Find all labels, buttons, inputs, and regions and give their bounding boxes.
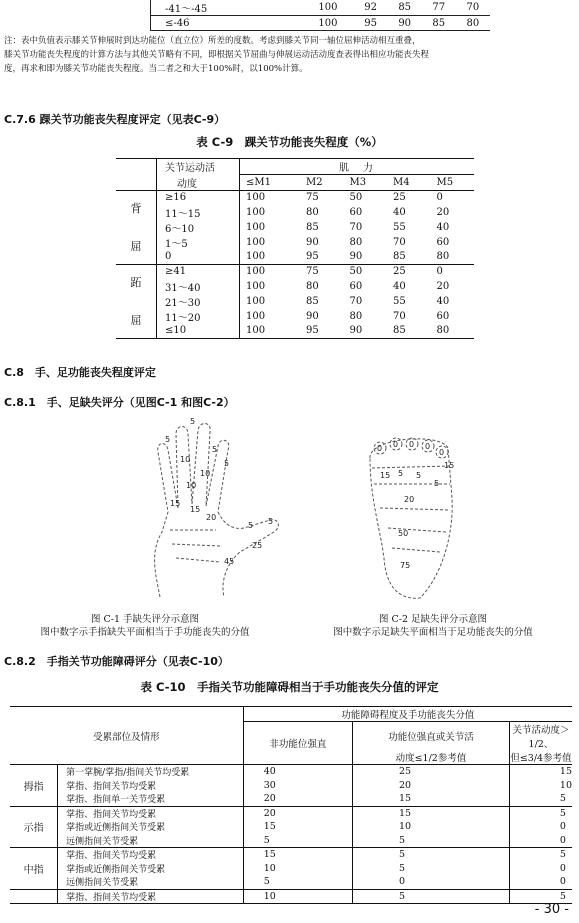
foot-diagram [360,428,470,603]
c9-cell: 100 [246,266,266,277]
c9-cell: 40 [436,221,450,233]
c9-degree: 6～10 [157,220,240,235]
cell-value: 90 [388,16,422,31]
c10-cell: 5 [559,849,566,861]
c10-cell: 25 [353,765,510,779]
table-c9 [116,158,474,339]
c10-cell: 15 [353,792,510,806]
c9-cell: 70 [393,236,406,248]
cell-value: 85 [422,16,456,31]
c9-cell: 80 [349,236,363,248]
hand-score-label: 5 [248,521,254,530]
c9-cell: 25 [393,192,406,203]
c9-cell: 100 [246,221,266,233]
c9-cell: 100 [246,192,266,203]
c10-finger: 示指 [10,806,58,848]
row-range: -41～-45 [151,0,303,16]
foot-score-label: 75 [400,561,411,570]
c10-cell: 15 [243,848,352,862]
c9-header-group: 肌 力 [240,159,475,175]
c10-condition: 掌指或近侧指间关节受累 [58,862,244,876]
hand-score-label: 10 [186,481,197,490]
hand-score-label: 45 [224,557,235,566]
c10-cell: 5 [243,875,352,889]
c9-header-top-left: 关节运动活 [157,159,240,175]
c9-cell: 25 [393,266,406,277]
c10-cell: 20 [243,806,352,820]
section-heading-c76: C.7.6 踝关节功能丧失程度评定（见表C-9） [4,113,226,126]
cell-value: 85 [388,0,422,16]
c9-cell: 85 [387,250,430,265]
cell-value: 77 [422,0,456,16]
c9-cell: 60 [436,236,450,248]
foot-score-label: 0 [393,440,399,449]
c9-cell: 70 [349,295,363,307]
table-row [10,820,572,834]
foot-score-label: 20 [404,495,415,504]
table-row [116,220,474,235]
c10-finger: 中指 [10,848,58,890]
c9-side-char: 屈 [130,314,142,327]
figure-c1-caption [20,613,270,639]
c10-cell: 5 [353,848,510,862]
c10-cell: 0 [559,821,566,833]
foot-score-label: 50 [398,529,409,538]
c9-cell: 20 [436,280,450,292]
c10-finger [10,889,58,904]
c10-condition: 掌指、指间关节均受累 [58,848,244,862]
cell-value: 95 [354,16,388,31]
c9-cell: 75 [306,266,319,277]
c9-degree: ≥16 [157,190,240,205]
hand-diagram [120,412,290,602]
c9-side-label [116,190,157,264]
c9-cell: 80 [349,310,363,322]
note-line-2: 膝关节功能丧失程度的计算方法与其他关节略有不同，即根据关节屈曲与伸展运动活动度查表得出相应功能丧失程 [4,50,430,60]
table-row [10,848,572,862]
table-row [116,205,474,220]
c9-degree: 21～30 [157,294,240,309]
table-row [10,765,572,779]
figure-c2-caption [288,613,578,639]
hand-score-label: 25 [252,541,263,550]
c10-condition: 远侧指间关节受累 [58,834,244,848]
foot-score-label: 0 [425,442,431,451]
c10-cell: 0 [559,862,566,874]
c9-cell: 40 [393,280,406,292]
c9-cell: 90 [306,236,319,248]
c10-cell: 20 [353,779,510,793]
c10-cell: 5 [559,807,566,819]
c10-cell: 10 [559,779,572,791]
c10-col-2-line-1: 功能位强直或关节活 [353,722,510,751]
c9-cell: 85 [387,324,430,339]
table-row [116,235,474,250]
c9-cell: 85 [306,221,319,233]
hand-score-label: 5 [165,435,171,444]
c9-degree: 11～20 [157,309,240,324]
table-c9-caption: 表 C-9 踝关节功能丧失程度（%） [196,135,383,149]
c9-cell: 100 [246,310,266,322]
c10-cell: 5 [353,889,510,904]
c9-cell: 90 [344,250,387,265]
c10-col-3-line-2: 但≤3/4参考值 [509,750,572,765]
c10-condition: 远侧指间关节受累 [58,875,244,889]
c9-cell: 70 [349,221,363,233]
table-row [10,806,572,820]
c10-cell: 5 [353,862,510,876]
c10-cell: 5 [559,890,566,902]
hand-score-label: 5 [190,417,196,426]
table-row [116,324,474,339]
c9-header-bottom-left: 动度 [157,175,240,191]
c10-col-2-line-2: 动度≤1/2参考值 [353,750,510,765]
c9-cell: 40 [393,206,406,218]
foot-score-label: 0 [409,440,415,449]
c9-cell: 70 [393,310,406,322]
c10-condition: 掌指、指间单一关节受累 [58,792,244,806]
c9-cell: 100 [240,250,301,265]
hand-score-label: 15 [170,499,181,508]
c10-condition: 掌指、指间关节均受累 [58,779,244,793]
figure-c1-title: 图 C-1 手缺失评分示意图 [90,614,200,625]
hand-score-label: 20 [206,513,217,522]
c9-cell: 80 [306,206,319,218]
c9-degree: 0 [157,250,240,265]
table-row [151,0,491,16]
c9-col-3: M3 [344,175,387,191]
c9-cell: 0 [436,266,443,277]
table-row [116,250,474,265]
c10-cell: 20 [243,792,352,806]
c9-cell: 100 [246,206,266,218]
c9-cell: 95 [300,324,343,339]
c10-condition: 掌指、指间关节均受累 [58,889,244,904]
c10-cell: 10 [243,862,352,876]
c10-cell: 5 [509,792,572,806]
knee-table-fragment [150,0,490,31]
c10-finger: 拇指 [10,765,58,807]
c9-degree: 11～15 [157,205,240,220]
c9-cell: 100 [246,295,266,307]
c10-condition: 掌指或近侧指间关节受累 [58,820,244,834]
c9-cell: 100 [240,324,301,339]
c9-side-char: 背 [130,202,142,215]
c9-cell: 85 [306,295,319,307]
cell-value: 100 [302,16,353,31]
table-c10 [10,706,572,904]
table-row [10,792,572,806]
cell-value: 70 [456,0,490,16]
c10-col-3-line-1: 关节活动度＞1/2、 [512,725,570,750]
c9-side-label [116,264,157,338]
section-heading-c8: C.8 手、足功能丧失程度评定 [4,366,156,379]
c9-cell: 50 [349,192,363,203]
table-note [4,34,578,76]
foot-score-label: 0 [439,448,445,457]
section-heading-c82: C.8.2 手指关节功能障碍评分（见表C-10） [4,655,229,668]
table-row [116,190,474,205]
cell-value: 92 [354,0,388,16]
c9-cell: 60 [436,310,450,322]
figure-c1-description: 图中数字示手指缺失平面相当于手功能丧失的分值 [40,627,250,638]
c10-cell: 5 [243,834,352,848]
note-line-1: 注：表中负值表示膝关节伸展时到达功能位（直立位）所差的度数。考虑到膝关节同一轴位屈伸活动相互重叠， [4,36,421,46]
c9-cell: 0 [436,192,443,203]
c10-header-group: 功能障碍程度及手功能丧失分值 [243,707,572,722]
table-row [116,279,474,294]
cell-value: 80 [456,16,490,31]
table-row [116,264,474,279]
hand-score-label: 10 [200,469,211,478]
c9-side-char: 屈 [130,240,142,253]
c9-cell: 80 [306,280,319,292]
c10-cell: 0 [509,834,572,848]
c9-degree: ≥41 [157,264,240,279]
table-row [10,889,572,904]
c9-degree: 1～5 [157,235,240,250]
c9-cell: 40 [436,295,450,307]
c9-side-char: 跖 [130,276,142,289]
foot-score-label: 5 [416,471,422,480]
c10-cell: 30 [243,779,352,793]
table-row [116,294,474,309]
c10-cell: 15 [559,766,572,778]
table-c10-caption: 表 C-10 手指关节功能障碍相当于手功能丧失分值的评定 [140,680,439,694]
c10-cell: 0 [509,875,572,889]
table-row [10,862,572,876]
table-row [116,309,474,324]
page-number: - 30 - [534,902,569,917]
c9-col-5: M5 [431,175,475,191]
c9-col-1: ≤M1 [240,175,301,191]
c9-cell: 55 [393,295,406,307]
hand-score-label: 10 [180,455,191,464]
foot-score-label: 0 [377,444,383,453]
c9-cell: 55 [393,221,406,233]
c9-cell: 50 [349,266,363,277]
foot-score-label: 5 [398,469,404,478]
c9-cell: 60 [349,206,363,218]
figure-c2-description: 图中数字示足缺失平面相当于足功能丧失的分值 [333,627,533,638]
c9-degree: ≤10 [157,324,240,339]
c9-degree: 31～40 [157,279,240,294]
c9-cell: 95 [300,250,343,265]
c9-cell: 90 [306,310,319,322]
table-row [10,875,572,889]
c9-cell: 100 [246,236,266,248]
foot-score-label: 15 [380,471,391,480]
c10-cell: 15 [243,820,352,834]
foot-score-label: 5 [434,479,440,488]
c10-cell: 15 [353,806,510,820]
c10-condition: 第一掌腕/掌指/指间关节均受累 [58,765,244,779]
c10-cell: 0 [353,875,510,889]
c9-cell: 60 [349,280,363,292]
table-row [151,16,491,31]
section-heading-c81: C.8.1 手、足缺失评分（见图C-1 和图C-2） [4,396,235,409]
c9-cell: 75 [306,192,319,203]
c9-col-4: M4 [387,175,430,191]
c10-header-left: 受累部位及情形 [10,707,243,765]
c10-cell: 10 [353,820,510,834]
table-row [10,834,572,848]
c9-cell: 80 [431,250,475,265]
c10-cell: 40 [243,765,352,779]
cell-value: 100 [302,0,353,16]
hand-score-label: 5 [224,459,230,468]
c10-cell: 10 [243,889,352,904]
table-row [10,779,572,793]
figure-c2-title: 图 C-2 足缺失评分示意图 [378,614,488,625]
c9-cell: 100 [246,280,266,292]
hand-score-label: 5 [268,517,274,526]
c9-cell: 90 [344,324,387,339]
c10-condition: 掌指、指间关节均受累 [58,806,244,820]
hand-score-label: 5 [212,445,218,454]
note-line-3: 度，再求和即为膝关节功能丧失程度。当二者之和大于100%时，以100%计算。 [4,64,308,74]
foot-score-label: 15 [444,461,455,470]
hand-score-label: 15 [190,505,201,514]
c9-col-2: M2 [300,175,343,191]
c10-col-1: 非功能位强直 [243,722,352,765]
c10-cell: 5 [353,834,510,848]
c9-cell: 80 [431,324,475,339]
c9-cell: 20 [436,206,450,218]
row-range: ≤-46 [151,16,303,31]
